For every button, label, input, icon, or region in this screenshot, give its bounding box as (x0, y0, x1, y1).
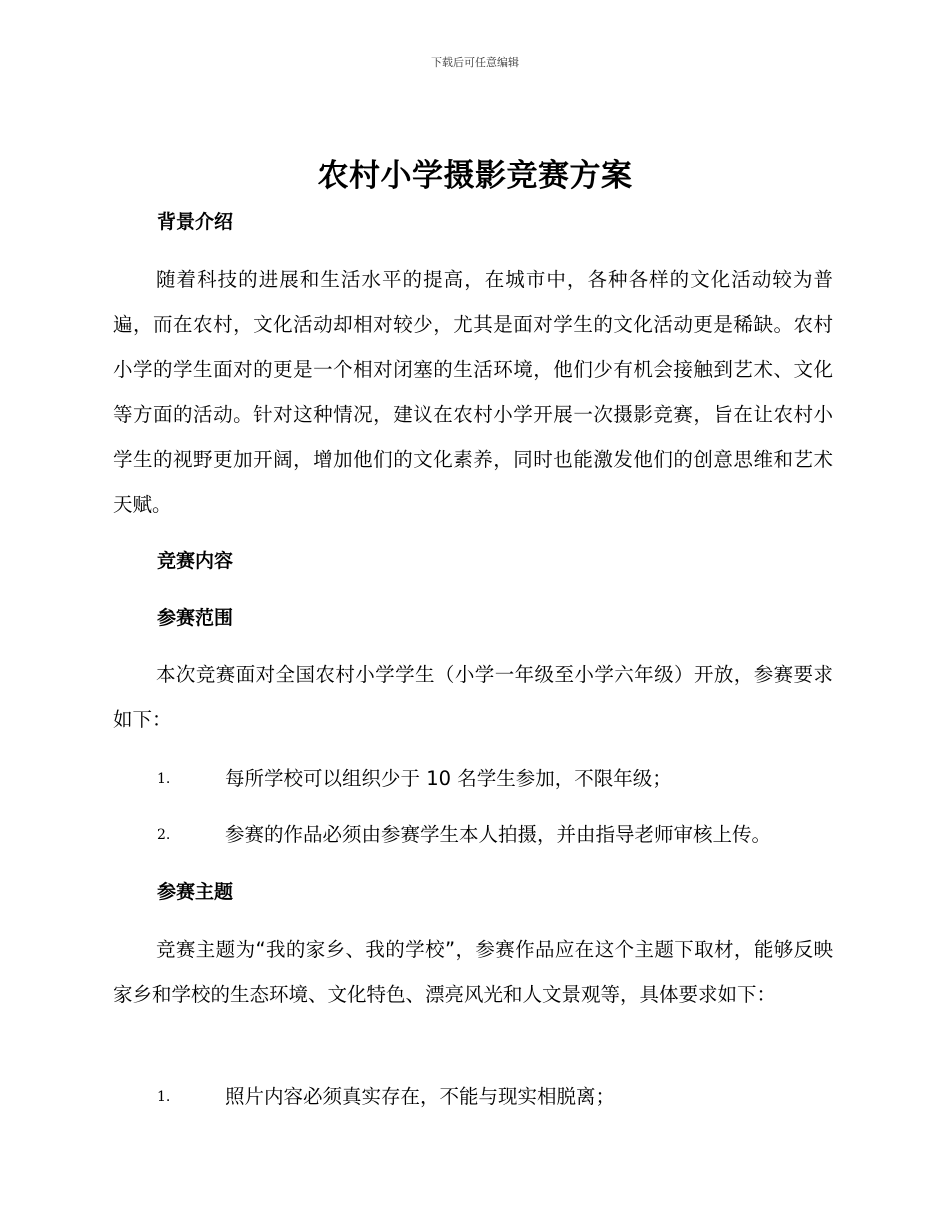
heading-theme: 参赛主题 (157, 881, 234, 903)
heading-scope: 参赛范围 (157, 607, 234, 629)
list-item-number: 2. (157, 827, 171, 843)
list-item-text: 参赛的作品必须由参赛学生本人拍摄，并由指导老师审核上传。 (225, 823, 772, 846)
heading-content: 竞赛内容 (157, 550, 234, 572)
paragraph-scope: 本次竞赛面对全国农村小学学生（小学一年级至小学六年级）开放，参赛要求如下： (113, 663, 833, 731)
heading-background: 背景介绍 (157, 211, 234, 233)
paragraph-theme: 竞赛主题为“我的家乡、我的学校”，参赛作品应在这个主题下取材，能够反映家乡和学校的生态环境、文化特色、漂亮风光和人文景观等，具体要求如下： (113, 938, 833, 1006)
list-item-text: 照片内容必须真实存在，不能与现实相脱离； (225, 1085, 616, 1108)
header-note: 下载后可任意编辑 (431, 56, 519, 69)
list-item-text: 每所学校可以组织少于 10 名学生参加，不限年级； (225, 767, 672, 790)
paragraph-background: 随着科技的进展和生活水平的提高，在城市中，各种各样的文化活动较为普遍，而在农村，文化活动却相对较少，尤其是面对学生的文化活动更是稀缺。农村小学的学生面对的更是一个相对闭塞的生活环境，他们少有机会接触到艺术、文化等方面的活动。针对这种情况，建议在农村小学开展一次摄影竞赛，旨在让农村小学生的视野更加开阔，增加他们的文化素养，同时也能激发他们的创意思维和艺术天赋。 (113, 268, 833, 516)
list-item-number: 1. (157, 771, 171, 787)
document-title: 农村小学摄影竞赛方案 (317, 158, 633, 194)
list-item-number: 1. (157, 1089, 171, 1105)
